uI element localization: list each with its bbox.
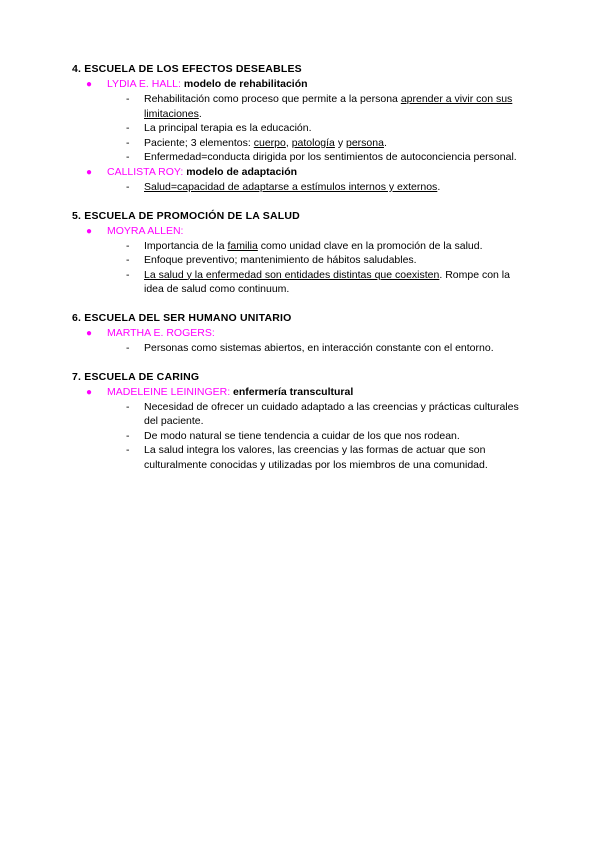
dash-icon: - (126, 341, 130, 354)
dash-icon: - (126, 151, 130, 164)
model-name: modelo de adaptación (186, 165, 298, 178)
author-name: MARTHA E. ROGERS: (107, 326, 215, 339)
section-7 (72, 370, 532, 473)
list-item: - Enfoque preventivo; mantenimiento de hábitos saludables. (126, 254, 417, 267)
item-list (72, 400, 532, 473)
item-list (72, 239, 532, 297)
list-item: - Importancia de la familia como unidad clave en la promoción de la salud. (126, 239, 483, 252)
dash-icon: - (126, 136, 130, 149)
list-item: - De modo natural se tiene tendencia a cuidar de los que nos rodean. (126, 429, 460, 442)
item-list (72, 92, 532, 165)
item-list (72, 180, 532, 195)
list-item: - La principal terapia es la educación. (126, 122, 312, 135)
item-list (72, 341, 532, 356)
list-item: - Paciente; 3 elementos: cuerpo, patología y persona. (126, 136, 387, 149)
document-page (72, 62, 532, 487)
author-name: CALLISTA ROY: (107, 165, 184, 178)
list-item: - Necesidad de ofrecer un cuidado adaptado a las creencias y prácticas culturales del paciente. (126, 400, 519, 428)
list-item: - La salud integra los valores, las creencias y las formas de actuar que son culturalmente conocidas y utilizadas por los miembros de una comunidad. (126, 444, 488, 471)
author-name: LYDIA E. HALL: (107, 78, 181, 90)
author-moyra-allen (72, 224, 532, 239)
dash-icon: - (126, 180, 130, 193)
bullet-icon: ● (86, 225, 93, 237)
section-title: 7. ESCUELA DE CARING (72, 370, 200, 383)
model-name: enfermería transcultural (233, 385, 354, 398)
author-madeleine-leininger (72, 385, 532, 400)
bullet-icon: ● (86, 386, 93, 398)
author-martha-rogers (72, 326, 532, 341)
list-item: - Rehabilitación como proceso que permite a la persona aprender a vivir con sus limitaciones. (126, 93, 513, 120)
author-callista-roy (72, 165, 532, 180)
section-title: 4. ESCUELA DE LOS EFECTOS DESEABLES (72, 63, 302, 75)
dash-icon: - (126, 93, 130, 105)
dash-icon: - (126, 429, 130, 442)
author-name: MADELEINE LEININGER: (107, 385, 231, 398)
author-name: MOYRA ALLEN: (107, 224, 184, 237)
section-6 (72, 311, 532, 356)
section-title: 6. ESCUELA DEL SER HUMANO UNITARIO (72, 311, 292, 324)
bullet-icon: ● (86, 166, 93, 178)
bullet-icon: ● (86, 79, 93, 90)
section-4 (72, 62, 532, 195)
author-lydia-hall (72, 77, 532, 92)
dash-icon: - (126, 254, 130, 267)
dash-icon: - (126, 239, 130, 252)
list-item: - La salud y la enfermedad son entidades distintas que coexisten. Rompe con la idea de salud como continuum. (126, 268, 510, 296)
list-item: - Enfermedad=conducta dirigida por los sentimientos de autoconciencia personal. (126, 151, 517, 164)
section-title: 5. ESCUELA DE PROMOCIÓN DE LA SALUD (72, 209, 300, 222)
dash-icon: - (126, 268, 130, 281)
list-item: - Salud=capacidad de adaptarse a estímulos internos y externos. (126, 180, 441, 193)
section-5 (72, 209, 532, 297)
dash-icon: - (126, 444, 130, 457)
model-name: modelo de rehabilitación (183, 78, 308, 90)
dash-icon: - (126, 400, 130, 413)
bullet-icon: ● (86, 327, 93, 339)
dash-icon: - (126, 122, 130, 135)
list-item: - Personas como sistemas abiertos, en interacción constante con el entorno. (126, 341, 494, 354)
